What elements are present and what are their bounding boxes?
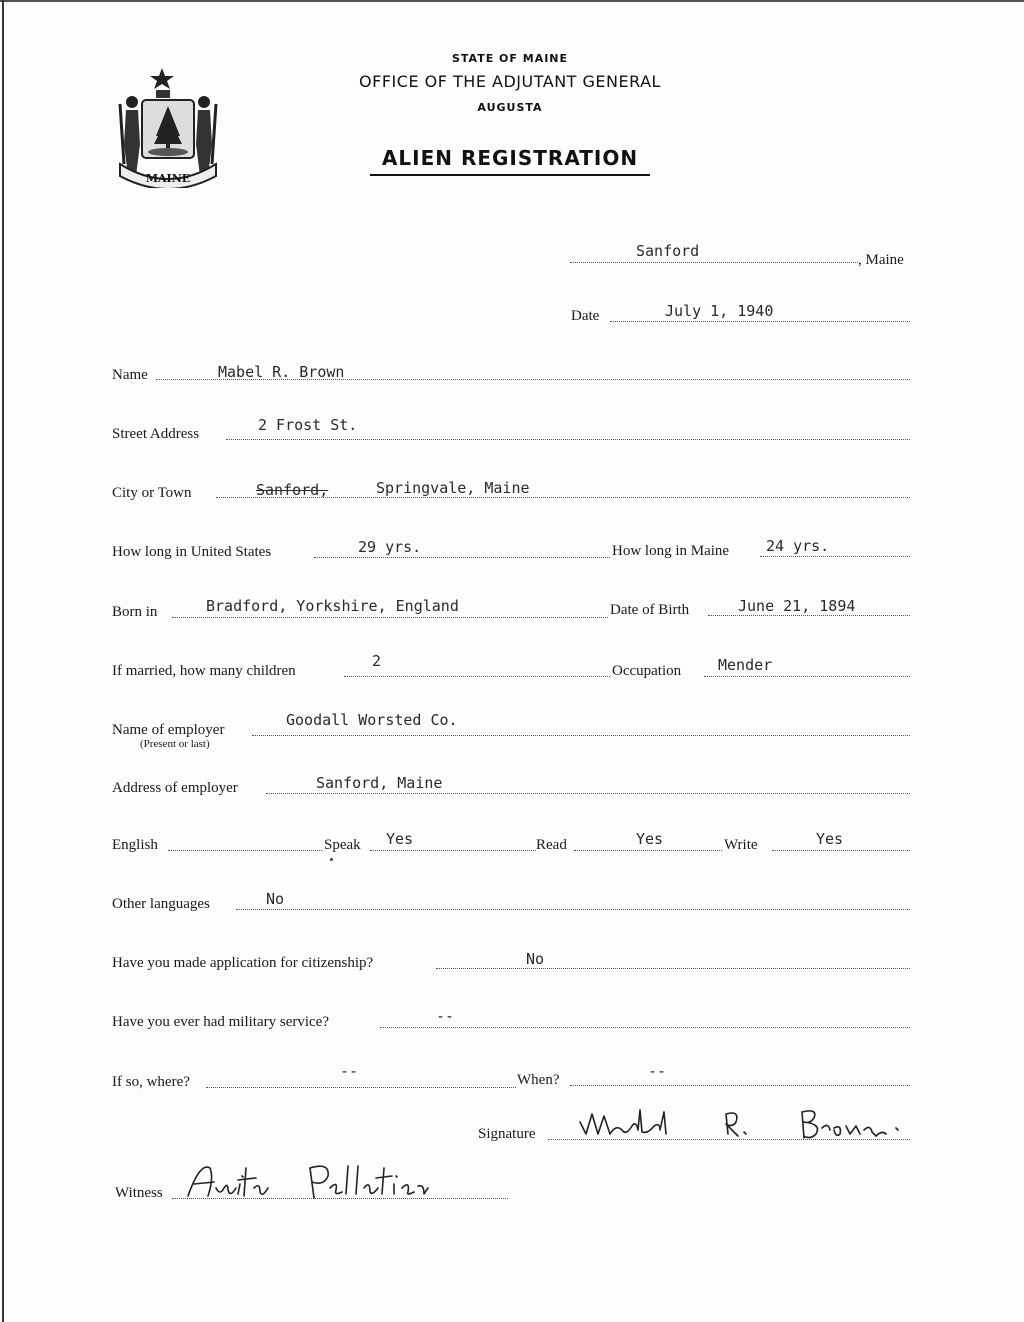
where-value: --: [340, 1062, 359, 1080]
how-long-maine-value: 24 yrs.: [766, 537, 830, 555]
english-label: English: [112, 837, 158, 853]
street-value: 2 Frost St.: [258, 416, 358, 434]
form-title: ALIEN REGISTRATION: [381, 146, 639, 170]
speak-line: [370, 850, 536, 851]
when-label: When?: [517, 1072, 560, 1088]
title-underline: [370, 174, 650, 176]
witness-signature: [180, 1158, 500, 1206]
header-state: STATE OF MAINE: [451, 52, 569, 65]
occupation-line: [704, 676, 910, 677]
children-label: If married, how many children: [112, 663, 296, 679]
military-label: Have you ever had military service?: [112, 1014, 329, 1030]
read-line: [574, 850, 722, 851]
english-line: [168, 850, 322, 851]
name-label: Name: [112, 367, 148, 383]
how-long-us-value: 29 yrs.: [358, 538, 422, 556]
how-long-us-label: How long in United States: [112, 544, 272, 560]
employer-address-label: Address of employer: [112, 780, 238, 796]
read-label: Read: [536, 837, 567, 853]
children-value: 2: [372, 652, 382, 670]
citizenship-line: [436, 968, 910, 969]
military-line: [380, 1027, 910, 1028]
employer-sublabel: (Present or last): [140, 738, 210, 750]
dob-value: June 21, 1894: [738, 597, 856, 615]
born-in-line: [172, 617, 608, 618]
employer-address-line: [266, 793, 910, 794]
write-label: Write: [724, 837, 758, 853]
other-languages-line: [236, 909, 910, 910]
street-line: [226, 439, 910, 440]
occupation-value: Mender: [718, 656, 773, 674]
city-value: Springvale, Maine: [376, 479, 530, 497]
read-value: Yes: [636, 830, 664, 848]
employer-label: Name of employer: [112, 722, 225, 738]
how-long-maine-label: How long in Maine: [612, 543, 730, 559]
speak-value: Yes: [386, 830, 414, 848]
born-in-value: Bradford, Yorkshire, England: [206, 597, 459, 615]
children-line: [344, 676, 610, 677]
maine-state-seal: [112, 64, 224, 188]
name-value: Mabel R. Brown: [218, 363, 345, 381]
how-long-maine-line: [760, 556, 910, 557]
header-city: AUGUSTA: [477, 101, 543, 114]
other-languages-label: Other languages: [112, 896, 210, 912]
employer-address-value: Sanford, Maine: [316, 774, 443, 792]
citizenship-label: Have you made application for citizenship?: [112, 955, 374, 971]
city-label: City or Town: [112, 485, 192, 501]
military-value: --: [436, 1007, 455, 1025]
employer-line: [252, 735, 910, 736]
other-languages-value: No: [266, 890, 285, 908]
dob-label: Date of Birth: [610, 602, 690, 618]
header-office: OFFICE OF THE ADJUTANT GENERAL: [359, 72, 661, 91]
ink-speck: [330, 858, 333, 861]
when-value: --: [648, 1062, 667, 1080]
occupation-label: Occupation: [612, 663, 682, 679]
date-label: Date: [571, 308, 600, 324]
witness-label: Witness: [115, 1185, 163, 1201]
svg-text:MAINE: MAINE: [145, 172, 191, 185]
born-in-label: Born in: [112, 604, 158, 620]
how-long-us-line: [314, 557, 610, 558]
place-value: Sanford: [636, 242, 700, 260]
place-suffix: , Maine: [858, 252, 904, 268]
handwritten-signature: [576, 1100, 936, 1150]
dob-line: [708, 615, 910, 616]
where-label: If so, where?: [112, 1074, 190, 1090]
page-left-edge: [2, 0, 4, 1322]
place-line: [570, 262, 858, 263]
write-line: [772, 850, 910, 851]
date-value: July 1, 1940: [665, 302, 774, 320]
write-value: Yes: [816, 830, 844, 848]
date-line: [610, 321, 910, 322]
speak-label: Speak: [324, 837, 361, 853]
street-label: Street Address: [112, 426, 200, 442]
page-top-edge: [0, 0, 1024, 2]
citizenship-value: No: [526, 950, 545, 968]
signature-label: Signature: [478, 1126, 536, 1142]
when-line: [570, 1085, 910, 1086]
employer-value: Goodall Worsted Co.: [286, 711, 458, 729]
where-line: [206, 1087, 516, 1088]
city-struck-value: Sanford,: [256, 481, 329, 499]
